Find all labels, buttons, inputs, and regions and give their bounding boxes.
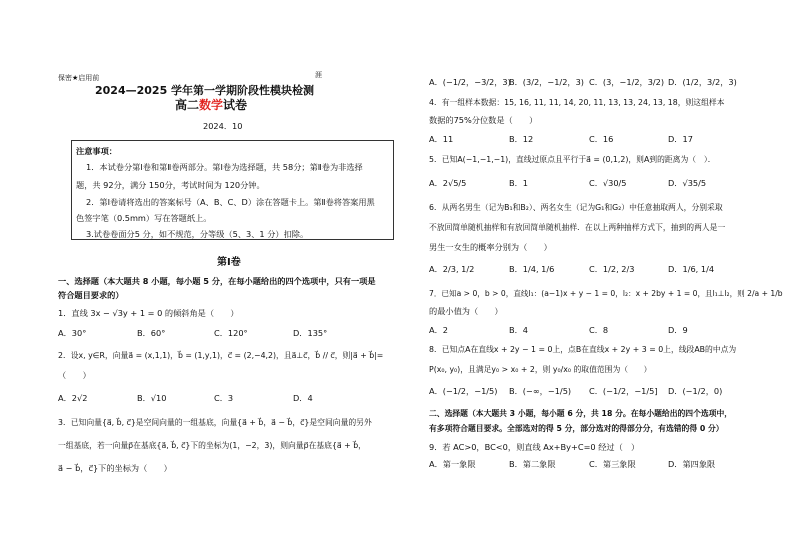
exam-date: 2024．10 <box>203 121 243 131</box>
option-c: C．√30/5 <box>589 178 627 188</box>
section-header: 二、选择题（本大题共 3 小题，每小题 6 分，共 18 分。在每小题给出的四个选项中， <box>429 409 733 418</box>
option-c: C．(3，−1/2，3/2) <box>589 77 665 87</box>
option-d: D．4 <box>293 393 313 403</box>
secret-label: 保密★启用前 <box>58 74 100 82</box>
question-stem: 4．有一组样本数据：15, 16, 11, 11, 14, 20, 11, 13, 13, 24, 13, 18，则这组样本 <box>429 98 725 107</box>
option-b: B．(3/2，−1/2，3) <box>509 77 584 87</box>
option-c: C．8 <box>589 325 609 335</box>
option-c: C．3 <box>214 393 234 403</box>
section-header: 有多项符合题目要求。全部选对的得 5 分，部分选对的得部分分，有选错的得 0 分） <box>429 424 724 433</box>
option-c: C．16 <box>589 134 614 144</box>
question-paren: （ ） <box>58 370 91 380</box>
question-stem: 男生一女生的概率分别为（ ） <box>429 242 552 252</box>
option-b: B．第二象限 <box>509 459 556 469</box>
option-b: B．√10 <box>137 393 167 403</box>
question-stem: 2．设x, y∈R，向量a⃗ = (x,1,1)，b⃗ = (1,y,1)，c⃗ = (2,−4,2)，且a⃗⊥c⃗，b⃗ // c⃗，则|a⃗ + b⃗|= <box>58 351 384 360</box>
subtitle-subject: 数学 <box>199 98 224 112</box>
question-stem: a⃗ − b⃗，c⃗}下的坐标为（ ） <box>58 463 172 473</box>
option-a: A．2/3, 1/2 <box>429 264 475 274</box>
section-header: 符合题目要求的） <box>58 290 124 300</box>
notice-line: 3.试卷卷面分5 分，如不规范，分等级（5、3、1 分）扣除。 <box>86 229 309 239</box>
option-a: A．2√5/5 <box>429 178 467 188</box>
question-stem: 数据的75%分位数是（ ） <box>429 115 538 125</box>
notice-box <box>71 140 394 240</box>
subtitle-grade: 高二 <box>175 98 200 112</box>
question-stem: 的最小值为（ ） <box>429 306 503 316</box>
notice-line: 1．本试卷分第Ⅰ卷和第Ⅱ卷两部分。第Ⅰ卷为选择题，共 58分；第Ⅱ卷为非选择 <box>86 162 363 172</box>
option-a: A．(−1/2，−3/2，3) <box>429 77 511 87</box>
question-stem: 不放回简单随机抽样和有放回简单随机抽样．在以上两种抽样方式下，抽到的两人是一 <box>429 223 726 232</box>
notice-line: 题，共 92分，满分 150分，考试时间为 120分钟。 <box>76 180 265 190</box>
option-d: D．17 <box>668 134 693 144</box>
option-d: D．√35/5 <box>668 178 707 188</box>
option-c: C．120° <box>214 328 248 338</box>
option-a: A．第一象限 <box>429 459 476 469</box>
option-b: B．60° <box>137 328 166 338</box>
option-c: C．第三象限 <box>589 459 636 469</box>
option-b: B．1 <box>509 178 529 188</box>
option-d: D．(−1/2，0) <box>668 386 723 396</box>
part-title: 第Ⅰ卷 <box>217 257 241 268</box>
option-b: B．4 <box>509 325 529 335</box>
option-b: B．(−∞，−1/5) <box>509 386 572 396</box>
option-b: B．1/4, 1/6 <box>509 264 555 274</box>
question-stem: 一组基底，若一向量p⃗在基底{a⃗, b⃗, c⃗}下的坐标为(1，−2，3)，则向量p⃗在基底{a⃗ + b⃗， <box>58 441 366 450</box>
section-header: 一、选择题（本大题共 8 小题，每小题 5 分，在每小题给出的四个选项中，只有一项是 <box>58 276 376 286</box>
question-stem: 1．直线 3x − √3y + 1 = 0 的倾斜角是（ ） <box>58 308 239 318</box>
option-d: D．135° <box>293 328 328 338</box>
notice-heading: 注意事项： <box>76 146 117 156</box>
corner-mark: 涯 <box>315 71 322 79</box>
option-c: C．1/2, 2/3 <box>589 264 635 274</box>
option-d: D．第四象限 <box>668 459 716 469</box>
question-stem: 6．从两名男生（记为B₁和B₂）、两名女生（记为G₁和G₂）中任意抽取两人，分别采取 <box>429 203 723 212</box>
question-stem: 8．已知点A在直线x + 2y − 1 = 0上，点B在直线x + 2y + 3 = 0上，线段AB的中点为 <box>429 345 737 354</box>
exam-title: 2024—2025 学年第一学期阶段性模块检测 <box>95 84 315 97</box>
option-a: A．(−1/2，−1/5) <box>429 386 498 396</box>
question-stem: 7．已知a > 0，b > 0，直线l₁：(a−1)x + y − 1 = 0，l₂：x + 2by + 1 = 0，且l₁⊥l₂，则 2/a + 1/b <box>429 289 783 298</box>
option-d: D．(1/2，3/2，3) <box>668 77 737 87</box>
option-a: A．30° <box>58 328 87 338</box>
option-a: A．2 <box>429 325 448 335</box>
subtitle-paper: 试卷 <box>223 98 248 112</box>
option-a: A．2√2 <box>58 393 88 403</box>
option-b: B．12 <box>509 134 534 144</box>
option-d: D．9 <box>668 325 688 335</box>
option-c: C．(−1/2，−1/5] <box>589 386 658 396</box>
notice-line: 色签字笔（0.5mm）写在答题纸上。 <box>76 213 212 223</box>
question-stem: 5．已知A(−1,−1,−1)，直线过原点且平行于a⃗ = (0,1,2)，则A到的距离为（ ）． <box>429 155 716 164</box>
option-a: A．11 <box>429 134 454 144</box>
question-stem: 9．若 AC>0，BC<0，则直线 Ax+By+C=0 经过（ ） <box>429 442 640 452</box>
question-stem: P(x₀, y₀)，且满足y₀ > x₀ + 2，则 y₀/x₀ 的取值范围为（ ） <box>429 365 652 374</box>
question-stem: 3．已知向量{a⃗, b⃗, c⃗}是空间向量的一组基底，向量{a⃗ + b⃗，a⃗ − b⃗，c⃗}是空间向量的另外 <box>58 418 372 427</box>
exam-subtitle <box>175 98 247 112</box>
notice-line: 2．第Ⅰ卷请将选出的答案标号（A、B、C、D）涂在答题卡上。第Ⅱ卷将答案用黑 <box>86 197 375 207</box>
option-d: D．1/6, 1/4 <box>668 264 715 274</box>
